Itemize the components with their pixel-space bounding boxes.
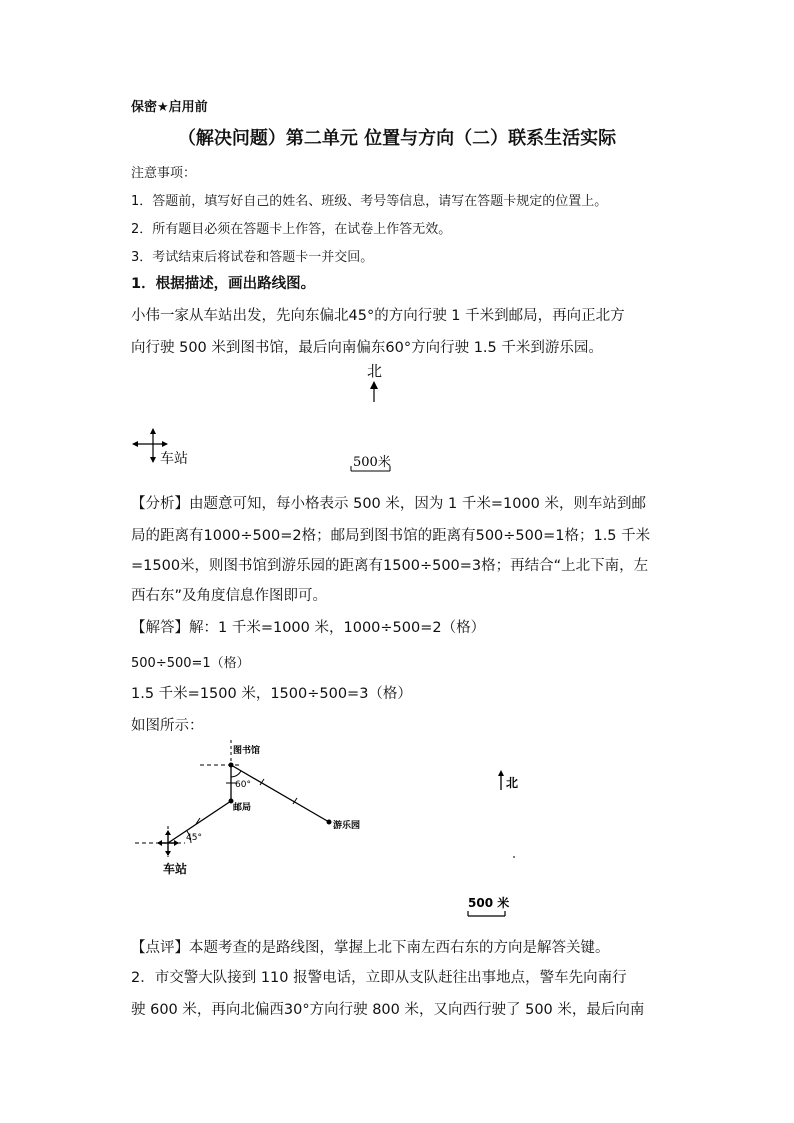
notice-item-1: 1．答题前，填写好自己的姓名、班级、考号等信息，请写在答题卡规定的位置上。 bbox=[131, 194, 608, 209]
question-1-text-line-2: 向行驶 500 米到图书馆，最后向南偏东60°方向行驶 1.5 千米到游乐园。 bbox=[131, 340, 603, 356]
question-1-figure bbox=[120, 360, 420, 480]
angle-60-label: 60° bbox=[235, 780, 251, 790]
station-compass-icon bbox=[157, 830, 179, 856]
notice-item-2: 2．所有题目必须在答题卡上作答，在试卷上作答无效。 bbox=[131, 222, 452, 237]
notice-item-3: 3．考试结束后将试卷和答题卡一并交回。 bbox=[131, 250, 374, 265]
analysis-line-1: 【分析】由题意可知，每小格表示 500 米，因为 1 千米=1000 米，则车站到邮 bbox=[131, 496, 646, 512]
library-point bbox=[229, 763, 234, 768]
park-point bbox=[327, 820, 332, 825]
question-1-heading: 1．根据描述，画出路线图。 bbox=[131, 276, 316, 292]
page-title: （解决问题）第二单元 位置与方向（二）联系生活实际 bbox=[177, 128, 617, 149]
angle-45-label: 45° bbox=[186, 833, 202, 843]
north-label: 北 bbox=[506, 776, 519, 790]
question-1-text-line-1: 小伟一家从车站出发，先向东偏北45°的方向行驶 1 千米到邮局，再向正北方 bbox=[131, 308, 625, 324]
confidential-label: 保密★启用前 bbox=[131, 100, 208, 115]
library-label: 图书馆 bbox=[233, 746, 261, 756]
answer-line-1: 【解答】解：1 千米=1000 米，1000÷500=2（格） bbox=[131, 620, 486, 636]
scale-label: 500 米 bbox=[468, 896, 510, 910]
answer-line-3: 1.5 千米=1500 米，1500÷500=3（格） bbox=[131, 686, 412, 702]
route-library-to-park bbox=[231, 765, 329, 822]
answer-line-2: 500÷500=1（格） bbox=[131, 656, 250, 671]
analysis-line-2: 局的距离有1000÷500=2格；邮局到图书馆的距离有500÷500=1格；1.5 千米 bbox=[131, 528, 651, 544]
answer-line-4: 如图所示： bbox=[131, 718, 204, 734]
north-label: 北 bbox=[367, 362, 383, 380]
comment-line: 【点评】本题考查的是路线图，掌握上北下南左西右东的方向是解答关键。 bbox=[131, 940, 610, 956]
station-label: 车站 bbox=[163, 862, 188, 876]
scale-bar bbox=[468, 911, 505, 916]
park-label: 游乐园 bbox=[333, 821, 361, 831]
north-arrow-icon bbox=[498, 770, 504, 790]
post-office-label: 邮局 bbox=[233, 803, 252, 813]
station-label: 车站 bbox=[160, 451, 188, 467]
analysis-line-3: =1500米，则图书馆到游乐园的距离有1500÷500=3格；再结合“上北下南，左 bbox=[131, 558, 649, 574]
notice-heading: 注意事项： bbox=[131, 166, 197, 181]
question-2-text-line-2: 驶 600 米，再向北偏西30°方向行驶 800 米，又向西行驶了 500 米，最后向南 bbox=[131, 1002, 645, 1018]
north-arrow-icon bbox=[370, 381, 378, 402]
question-2-text-line-1: 2．市交警大队接到 110 报警电话，立即从支队赶往出事地点，警车先向南行 bbox=[131, 970, 627, 986]
analysis-line-4: 西右东”及角度信息作图即可。 bbox=[131, 588, 328, 604]
scale-label: 500米 bbox=[353, 455, 391, 470]
answer-route-figure bbox=[125, 740, 545, 925]
